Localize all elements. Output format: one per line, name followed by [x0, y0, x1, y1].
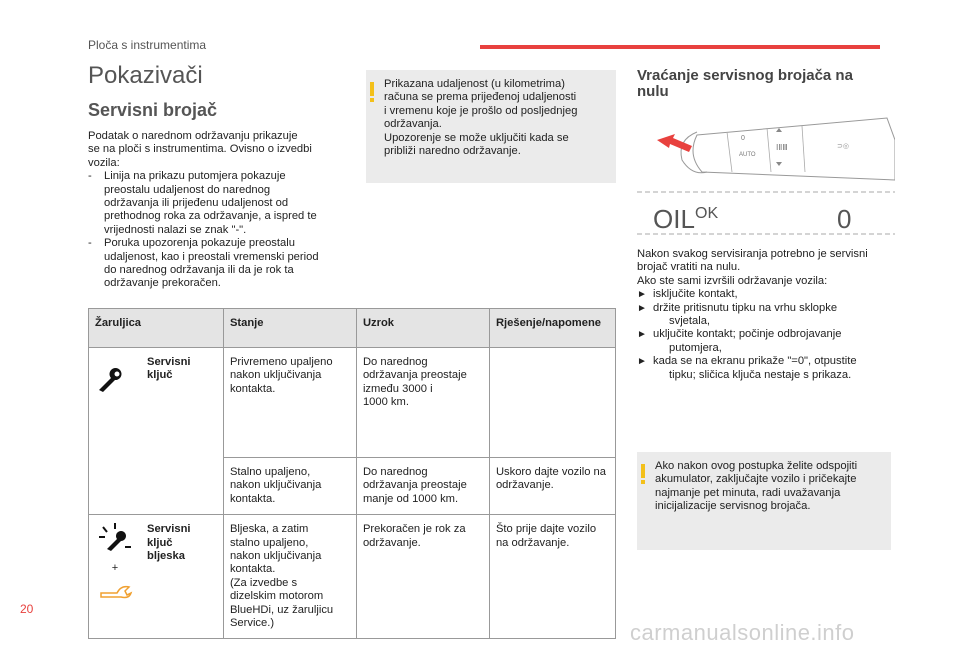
- column-header: Uzrok: [356, 309, 489, 348]
- intro-text: [88, 130, 358, 291]
- cell-line: 1000 km.: [362, 396, 409, 409]
- lamp-name: [141, 515, 223, 639]
- body-line: Ako ste sami izvršili održavanje vozila:: [637, 274, 828, 287]
- info-note: [366, 70, 616, 183]
- step-line: držite pritisnutu tipku na vrhu sklopke: [653, 301, 838, 314]
- note-line: najmanje pet minuta, radi uvažavanja: [655, 486, 841, 499]
- cell-line: Do narednog: [362, 466, 428, 478]
- column-header: Rješenje/napomene: [489, 309, 615, 348]
- bullet-line: preostalu udaljenost do narednog: [104, 183, 271, 196]
- cell-line: (Za izvedbe s: [229, 576, 298, 589]
- body-line: Nakon svakog servisiranja potrebno je servisni: [637, 248, 868, 260]
- bullet-line: prethodnog roka za održavanje, a ispred te: [104, 210, 317, 223]
- cell-line: Prekoračen je rok za: [362, 523, 466, 536]
- cell-line: manje od 1000 km.: [362, 492, 459, 505]
- cell-line: Stalno upaljeno,: [229, 466, 311, 478]
- stanje-cell: [223, 348, 356, 458]
- note-line: održavanja.: [384, 118, 442, 131]
- cell-line: održavanja preostaje: [362, 369, 467, 382]
- lamp-icon-cell: [89, 348, 142, 515]
- step-line: uključite kontakt; počinje odbrojavanje: [653, 328, 842, 341]
- uzrok-cell: [356, 515, 489, 639]
- display-ok: OK: [695, 205, 719, 222]
- title-line: Vraćanje servisnog brojača na: [637, 67, 853, 84]
- info-note: [637, 452, 891, 550]
- intro-line: se na ploči s instrumentima. Ovisno o izvedbi: [88, 143, 312, 156]
- svg-text:ⅠⅡⅢ: ⅠⅡⅢ: [776, 143, 788, 152]
- cell-line: održavanja preostaje: [362, 479, 467, 492]
- note-line: približi naredno održavanje.: [384, 145, 521, 158]
- table-row: [89, 348, 616, 458]
- cell-line: Privremeno upaljeno: [229, 356, 333, 368]
- column-header: Stanje: [223, 309, 356, 348]
- step-line: isključite kontakt,: [653, 288, 738, 301]
- arrow-bullet-icon: ►: [637, 302, 647, 314]
- note-line: Ako nakon ovog postupka želite odspojiti: [655, 460, 858, 472]
- step-item: [637, 355, 893, 382]
- svg-text:0: 0: [741, 135, 745, 142]
- note-line: inicijalizacije servisnog brojača.: [655, 500, 811, 513]
- cell-line: Bljeska, a zatim: [229, 523, 309, 536]
- lamp-line: bljeska: [147, 550, 185, 563]
- watermark: carmanualsonline.info: [630, 620, 855, 645]
- note-line: Upozorenje se može uključiti kada se: [384, 131, 569, 144]
- cell-line: BlueHDi, uz žaruljicu: [229, 603, 334, 616]
- cell-line: kontakta.: [229, 382, 276, 395]
- info-marker-icon: [641, 464, 645, 478]
- note-line: i vremenu koje je prošlo od posljednjeg: [384, 104, 578, 117]
- info-marker-icon: [370, 82, 374, 96]
- intro-line: Podatak o narednom održavanju prikazuje: [88, 130, 298, 142]
- display-oil: OIL: [653, 204, 695, 234]
- header-accent-bar: [480, 45, 880, 49]
- cell-line: nakon uključivanja: [229, 369, 322, 382]
- bullet-line: udaljenost, kao i preostali vremenski period: [104, 250, 319, 263]
- lamp-line: Servisni: [147, 356, 191, 368]
- page-subtitle: Servisni brojač: [88, 100, 218, 120]
- page-title: Pokazivači: [88, 62, 203, 89]
- cell-line: dizelskim motorom: [229, 590, 324, 603]
- intro-bullet: - Linija na prikazu putomjera pokazuje preostalu udaljenost do narednog održavanja ili prijeđenu udaljenost od prethodnog roka za održavanje, a ispred te vrijednosti nalazi se znak "-".: [88, 170, 317, 236]
- step-line: kada se na ekranu prikaže "=0", otpustite: [653, 355, 857, 368]
- step-item: [637, 288, 893, 301]
- column-header: Žaruljica: [89, 309, 224, 348]
- cell-line: nakon uključivanja: [229, 479, 322, 492]
- cell-line: Uskoro dajte vozilo na: [495, 466, 607, 478]
- cell-line: između 3000 i: [362, 382, 433, 395]
- step-line: svjetala,: [669, 315, 711, 328]
- bullet-line: održavanje prekoračen.: [104, 277, 221, 290]
- cell-line: stalno upaljeno,: [229, 536, 309, 549]
- step-line: tipku; sličica ključa nestaje s prikaza.: [669, 368, 852, 381]
- plus-sign: +: [111, 561, 119, 574]
- bullet-line: održavanja ili prijeđenu udaljenost od: [104, 197, 289, 210]
- cell-line: Što prije dajte vozilo: [495, 523, 597, 536]
- note-line: akumulator, zaključajte vozilo i pričekajte: [655, 473, 857, 486]
- cell-line: kontakta.: [229, 563, 276, 576]
- step-item: [637, 302, 893, 329]
- warning-lamp-table: [88, 308, 616, 639]
- wrench-icon: [95, 366, 123, 394]
- rjesenje-cell: [489, 348, 615, 458]
- cell-line: kontakta.: [229, 492, 276, 505]
- svg-text:AUTO: AUTO: [739, 152, 756, 158]
- arrow-bullet-icon: ►: [637, 329, 647, 341]
- stanje-cell: [223, 515, 356, 639]
- lamp-icon-cell: [89, 515, 142, 639]
- stalk-illustration: [637, 110, 895, 240]
- section-header: Ploča s instrumentima: [88, 38, 207, 52]
- title-line: nulu: [637, 83, 669, 100]
- arrow-bullet-icon: ►: [637, 356, 647, 368]
- cell-line: nakon uključivanja: [229, 550, 322, 563]
- cell-line: Service.): [229, 617, 275, 630]
- table-header-row: [89, 309, 616, 348]
- reset-instructions: [637, 248, 893, 382]
- red-arrow-icon: [657, 134, 692, 152]
- bullet-line: vrijednosti nalazi se znak "-".: [104, 223, 247, 236]
- note-line: računa se prema prijeđenoj udaljenosti: [384, 91, 577, 104]
- cell-line: Do narednog: [362, 356, 428, 368]
- page-number: 20: [20, 602, 34, 616]
- orange-wrench-icon: [97, 579, 133, 599]
- display-zero: 0: [837, 204, 852, 234]
- lamp-name: [141, 348, 223, 515]
- table-row: [89, 515, 616, 639]
- lamp-line: ključ: [147, 369, 173, 382]
- svg-text:⊃◎: ⊃◎: [837, 143, 849, 150]
- cell-line: održavanje.: [362, 536, 421, 549]
- lamp-line: Servisni: [147, 523, 191, 536]
- note-line: Prikazana udaljenost (u kilometrima): [384, 78, 565, 90]
- step-line: putomjera,: [669, 341, 722, 354]
- cell-line: na održavanje.: [495, 536, 570, 549]
- bullet-line: Poruka upozorenja pokazuje preostalu: [104, 237, 295, 250]
- intro-line: vozila:: [88, 156, 120, 169]
- intro-bullet: - Poruka upozorenja pokazuje preostalu udaljenost, kao i preostali vremenski period do narednog održavanja ili da je rok ta održavanje prekoračen.: [88, 237, 319, 290]
- light-stalk-icon: [681, 118, 895, 180]
- body-line: brojač vratiti na nulu.: [637, 261, 741, 274]
- reset-section-title: [637, 68, 897, 100]
- lamp-line: ključ: [147, 536, 173, 549]
- bullet-line: Linija na prikazu putomjera pokazuje: [104, 170, 286, 183]
- bullet-line: do narednog održavanja ili da je rok ta: [104, 264, 294, 277]
- arrow-bullet-icon: ►: [637, 289, 647, 301]
- rjesenje-cell: [489, 515, 615, 639]
- uzrok-cell: [356, 348, 489, 458]
- rjesenje-cell: [489, 458, 615, 515]
- step-item: [637, 328, 893, 355]
- cell-line: održavanje.: [495, 479, 554, 492]
- flashing-wrench-icon: [97, 523, 133, 553]
- stanje-cell: [223, 458, 356, 515]
- uzrok-cell: [356, 458, 489, 515]
